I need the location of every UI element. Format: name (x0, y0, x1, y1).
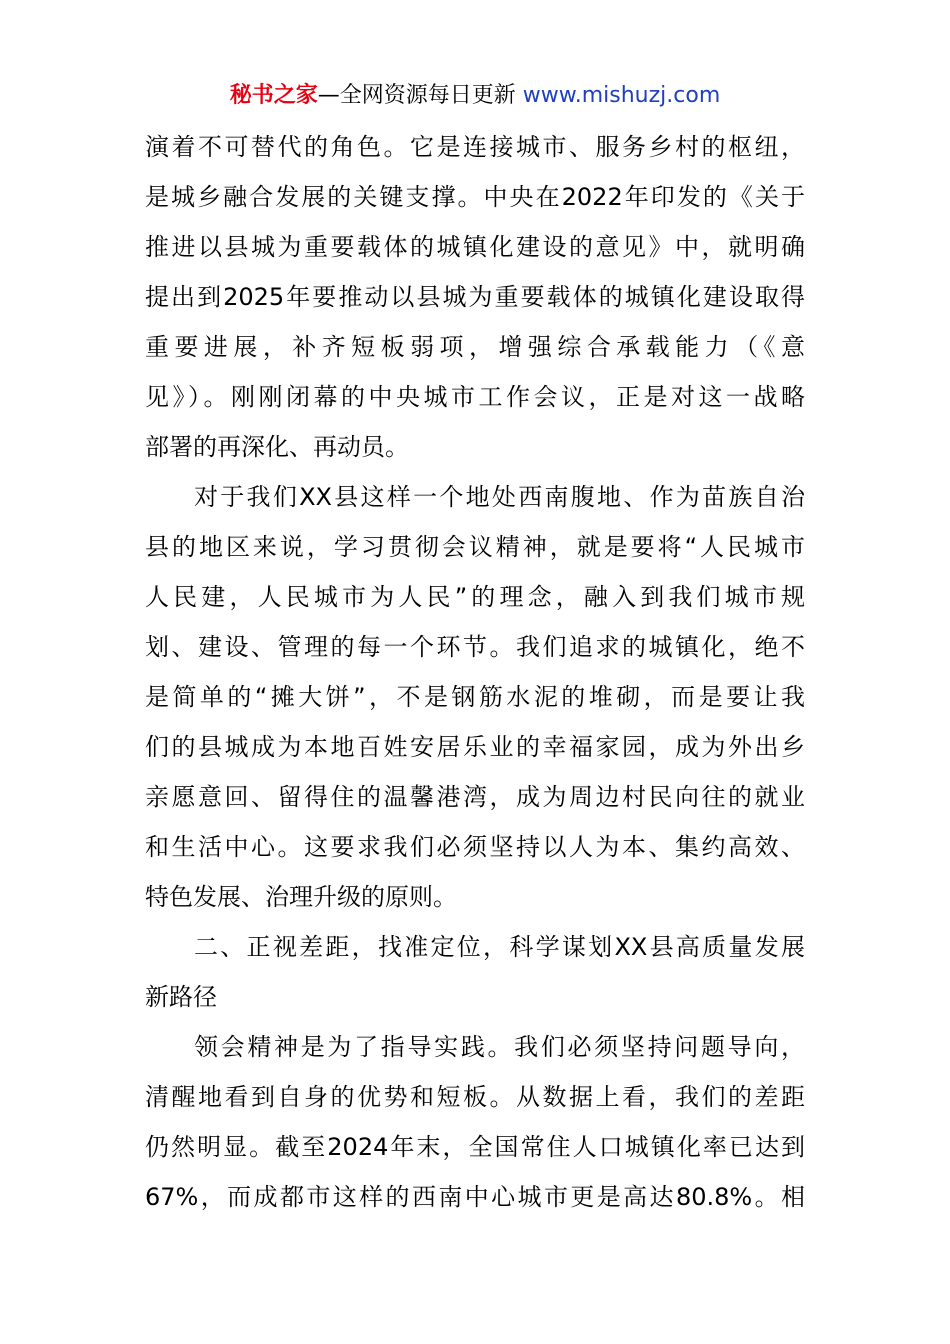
text-line: 划、建设、管理的每一个环节。我们追求的城镇化，绝不 (145, 633, 805, 661)
paragraph-first-line: 对于我们XX县这样一个地处西南腹地、作为苗族自治 (194, 483, 805, 511)
text-line: 仍然明显。截至2024年末，全国常住人口城镇化率已达到 (145, 1133, 805, 1161)
text-line: 清醒地看到自身的优势和短板。从数据上看，我们的差距 (145, 1083, 805, 1111)
paragraph-first-line: 领会精神是为了指导实践。我们必须坚持问题导向， (194, 1033, 805, 1061)
section-heading-line: 新路径 (145, 983, 217, 1011)
text-line: 们的县城成为本地百姓安居乐业的幸福家园，成为外出乡 (145, 733, 805, 761)
text-line: 人民建，人民城市为人民”的理念，融入到我们城市规 (145, 583, 805, 611)
site-header (0, 80, 950, 112)
text-line: 是城乡融合发展的关键支撑。中央在2022年印发的《关于 (145, 183, 805, 211)
text-line: 和生活中心。这要求我们必须坚持以人为本、集约高效、 (145, 833, 805, 861)
text-line: 67%，而成都市这样的西南中心城市更是高达80.8%。相 (145, 1183, 805, 1211)
document-body (145, 122, 805, 1222)
text-line: 演着不可替代的角色。它是连接城市、服务乡村的枢纽， (145, 133, 805, 161)
text-line: 特色发展、治理升级的原则。 (145, 883, 457, 911)
site-brand: 秘书之家 (229, 83, 318, 108)
text-line: 重要进展，补齐短板弱项，增强综合承载能力（《意 (145, 333, 805, 361)
site-tagline: —全网资源每日更新 (317, 83, 516, 108)
text-line: 见》）。刚刚闭幕的中央城市工作会议，正是对这一战略 (145, 383, 805, 411)
text-line: 县的地区来说，学习贯彻会议精神，就是要将“人民城市 (145, 533, 805, 561)
text-line: 推进以县城为重要载体的城镇化建设的意见》中，就明确 (145, 233, 805, 261)
site-url-link[interactable]: www.mishuzj.com (522, 83, 721, 108)
text-line: 部署的再深化、再动员。 (145, 433, 409, 461)
section-heading-line: 二、正视差距，找准定位，科学谋划XX县高质量发展 (194, 933, 805, 961)
text-line: 提出到2025年要推动以县城为重要载体的城镇化建设取得 (145, 283, 805, 311)
text-line: 亲愿意回、留得住的温馨港湾，成为周边村民向往的就业 (145, 783, 805, 811)
text-line: 是简单的“摊大饼”，不是钢筋水泥的堆砌，而是要让我 (145, 683, 805, 711)
